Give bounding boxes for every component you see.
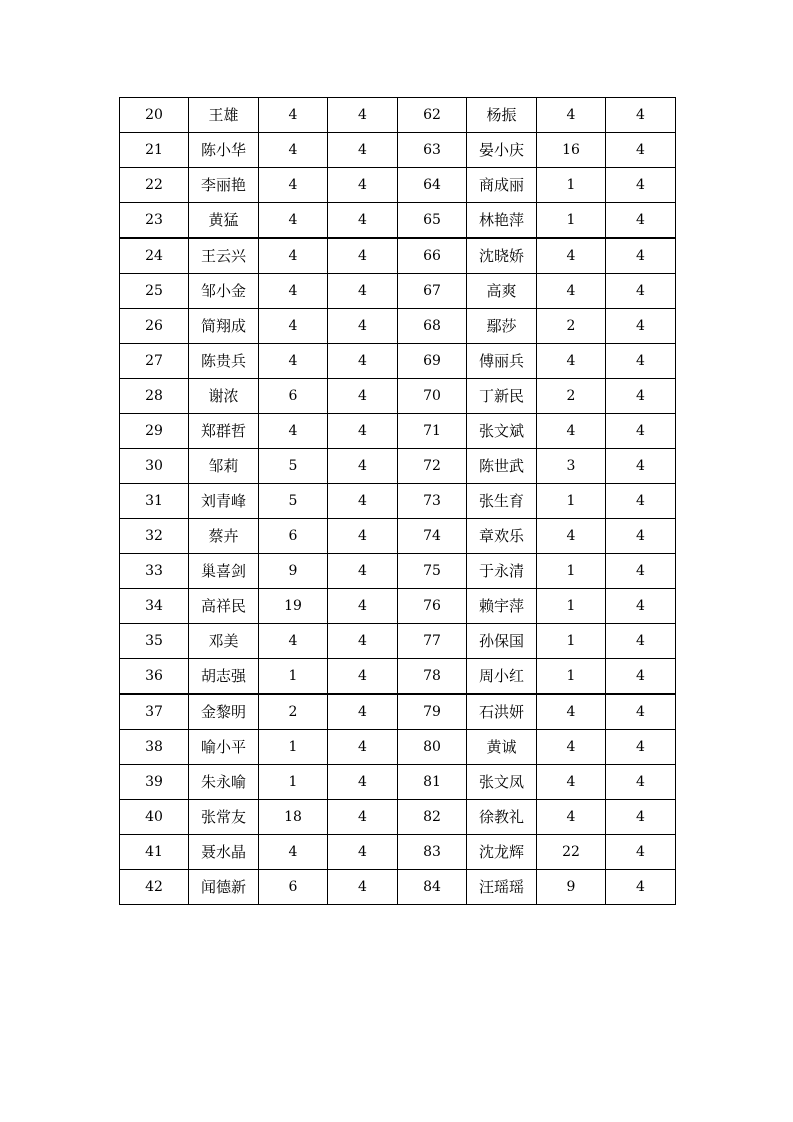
left-number-cell: 33 <box>120 554 189 589</box>
right-value-b-cell: 4 <box>606 449 676 484</box>
left-value-b-cell: 4 <box>328 203 398 239</box>
right-name-cell: 周小红 <box>467 659 537 695</box>
left-name-cell: 邓美 <box>189 624 259 659</box>
left-value-a-cell: 9 <box>259 554 328 589</box>
right-value-a-cell: 1 <box>537 203 606 239</box>
left-value-a-cell: 4 <box>259 238 328 274</box>
table-row <box>120 519 676 554</box>
left-name-cell: 蔡卉 <box>189 519 259 554</box>
left-name-cell: 简翔成 <box>189 309 259 344</box>
left-value-b-cell: 4 <box>328 379 398 414</box>
left-value-a-cell: 4 <box>259 624 328 659</box>
right-number-cell: 79 <box>398 694 467 730</box>
left-number-cell: 35 <box>120 624 189 659</box>
right-value-b-cell: 4 <box>606 765 676 800</box>
right-number-cell: 76 <box>398 589 467 624</box>
left-value-a-cell: 4 <box>259 203 328 239</box>
right-value-a-cell: 4 <box>537 98 606 133</box>
left-value-a-cell: 4 <box>259 133 328 168</box>
left-value-b-cell: 4 <box>328 835 398 870</box>
left-value-b-cell: 4 <box>328 168 398 203</box>
table-row <box>120 274 676 309</box>
left-name-cell: 胡志强 <box>189 659 259 695</box>
left-name-cell: 王雄 <box>189 98 259 133</box>
left-name-cell: 高祥民 <box>189 589 259 624</box>
left-name-cell: 陈小华 <box>189 133 259 168</box>
right-value-b-cell: 4 <box>606 344 676 379</box>
roster-table-body <box>120 98 676 905</box>
right-value-a-cell: 4 <box>537 274 606 309</box>
left-value-b-cell: 4 <box>328 765 398 800</box>
right-name-cell: 陈世武 <box>467 449 537 484</box>
table-row <box>120 449 676 484</box>
left-number-cell: 30 <box>120 449 189 484</box>
left-number-cell: 39 <box>120 765 189 800</box>
right-name-cell: 沈晓娇 <box>467 238 537 274</box>
right-name-cell: 沈龙辉 <box>467 835 537 870</box>
left-number-cell: 38 <box>120 730 189 765</box>
right-value-a-cell: 4 <box>537 800 606 835</box>
table-row <box>120 98 676 133</box>
left-name-cell: 巢喜剑 <box>189 554 259 589</box>
right-value-a-cell: 1 <box>537 484 606 519</box>
left-value-b-cell: 4 <box>328 659 398 695</box>
table-row <box>120 484 676 519</box>
right-value-b-cell: 4 <box>606 168 676 203</box>
right-name-cell: 晏小庆 <box>467 133 537 168</box>
left-name-cell: 黄猛 <box>189 203 259 239</box>
right-value-b-cell: 4 <box>606 414 676 449</box>
right-number-cell: 82 <box>398 800 467 835</box>
table-row <box>120 379 676 414</box>
left-value-b-cell: 4 <box>328 519 398 554</box>
left-name-cell: 金黎明 <box>189 694 259 730</box>
left-number-cell: 37 <box>120 694 189 730</box>
left-name-cell: 郑群哲 <box>189 414 259 449</box>
left-value-b-cell: 4 <box>328 274 398 309</box>
right-value-b-cell: 4 <box>606 800 676 835</box>
right-value-a-cell: 2 <box>537 309 606 344</box>
right-name-cell: 于永清 <box>467 554 537 589</box>
table-row <box>120 730 676 765</box>
right-value-a-cell: 1 <box>537 659 606 695</box>
right-value-b-cell: 4 <box>606 730 676 765</box>
roster-table <box>119 97 676 905</box>
right-number-cell: 70 <box>398 379 467 414</box>
table-row <box>120 694 676 730</box>
right-number-cell: 69 <box>398 344 467 379</box>
left-value-a-cell: 6 <box>259 519 328 554</box>
left-value-a-cell: 4 <box>259 168 328 203</box>
left-number-cell: 24 <box>120 238 189 274</box>
left-name-cell: 李丽艳 <box>189 168 259 203</box>
right-value-b-cell: 4 <box>606 238 676 274</box>
table-row <box>120 835 676 870</box>
table-row <box>120 624 676 659</box>
right-value-b-cell: 4 <box>606 624 676 659</box>
right-value-b-cell: 4 <box>606 133 676 168</box>
left-value-b-cell: 4 <box>328 589 398 624</box>
left-value-b-cell: 4 <box>328 484 398 519</box>
right-name-cell: 傅丽兵 <box>467 344 537 379</box>
right-number-cell: 65 <box>398 203 467 239</box>
left-number-cell: 28 <box>120 379 189 414</box>
left-name-cell: 喻小平 <box>189 730 259 765</box>
right-value-a-cell: 4 <box>537 765 606 800</box>
right-value-b-cell: 4 <box>606 484 676 519</box>
right-value-b-cell: 4 <box>606 519 676 554</box>
left-value-a-cell: 2 <box>259 694 328 730</box>
left-number-cell: 36 <box>120 659 189 695</box>
left-number-cell: 40 <box>120 800 189 835</box>
left-number-cell: 22 <box>120 168 189 203</box>
left-name-cell: 聂水晶 <box>189 835 259 870</box>
right-value-b-cell: 4 <box>606 554 676 589</box>
left-number-cell: 27 <box>120 344 189 379</box>
right-value-b-cell: 4 <box>606 835 676 870</box>
left-value-a-cell: 1 <box>259 765 328 800</box>
left-number-cell: 34 <box>120 589 189 624</box>
left-number-cell: 25 <box>120 274 189 309</box>
right-number-cell: 67 <box>398 274 467 309</box>
right-name-cell: 章欢乐 <box>467 519 537 554</box>
left-name-cell: 刘青峰 <box>189 484 259 519</box>
right-name-cell: 徐教礼 <box>467 800 537 835</box>
right-name-cell: 黄诚 <box>467 730 537 765</box>
right-name-cell: 林艳萍 <box>467 203 537 239</box>
left-value-a-cell: 5 <box>259 449 328 484</box>
right-number-cell: 75 <box>398 554 467 589</box>
left-value-b-cell: 4 <box>328 133 398 168</box>
right-value-a-cell: 16 <box>537 133 606 168</box>
left-value-a-cell: 4 <box>259 98 328 133</box>
right-number-cell: 84 <box>398 870 467 905</box>
left-name-cell: 谢浓 <box>189 379 259 414</box>
left-value-a-cell: 6 <box>259 870 328 905</box>
left-value-b-cell: 4 <box>328 870 398 905</box>
right-name-cell: 汪瑶瑶 <box>467 870 537 905</box>
right-name-cell: 鄢莎 <box>467 309 537 344</box>
right-number-cell: 71 <box>398 414 467 449</box>
table-row <box>120 168 676 203</box>
right-number-cell: 73 <box>398 484 467 519</box>
right-number-cell: 72 <box>398 449 467 484</box>
table-row <box>120 659 676 695</box>
right-name-cell: 商成丽 <box>467 168 537 203</box>
left-name-cell: 邹小金 <box>189 274 259 309</box>
table-row <box>120 133 676 168</box>
right-value-a-cell: 4 <box>537 730 606 765</box>
left-value-b-cell: 4 <box>328 554 398 589</box>
right-number-cell: 78 <box>398 659 467 695</box>
right-number-cell: 83 <box>398 835 467 870</box>
left-value-b-cell: 4 <box>328 414 398 449</box>
table-row <box>120 238 676 274</box>
right-value-a-cell: 2 <box>537 379 606 414</box>
left-number-cell: 26 <box>120 309 189 344</box>
left-value-b-cell: 4 <box>328 449 398 484</box>
right-value-b-cell: 4 <box>606 274 676 309</box>
table-row <box>120 414 676 449</box>
right-name-cell: 张文斌 <box>467 414 537 449</box>
right-number-cell: 74 <box>398 519 467 554</box>
left-value-a-cell: 5 <box>259 484 328 519</box>
left-name-cell: 闻德新 <box>189 870 259 905</box>
left-value-a-cell: 4 <box>259 344 328 379</box>
left-number-cell: 20 <box>120 98 189 133</box>
table-row <box>120 765 676 800</box>
left-number-cell: 32 <box>120 519 189 554</box>
right-number-cell: 81 <box>398 765 467 800</box>
left-value-a-cell: 4 <box>259 274 328 309</box>
right-number-cell: 68 <box>398 309 467 344</box>
right-number-cell: 64 <box>398 168 467 203</box>
right-value-a-cell: 1 <box>537 624 606 659</box>
right-name-cell: 孙保国 <box>467 624 537 659</box>
right-value-a-cell: 3 <box>537 449 606 484</box>
right-value-a-cell: 1 <box>537 589 606 624</box>
left-number-cell: 23 <box>120 203 189 239</box>
left-value-a-cell: 4 <box>259 835 328 870</box>
right-value-a-cell: 9 <box>537 870 606 905</box>
left-value-a-cell: 4 <box>259 309 328 344</box>
left-name-cell: 朱永喻 <box>189 765 259 800</box>
table-row <box>120 589 676 624</box>
right-value-a-cell: 1 <box>537 168 606 203</box>
right-value-b-cell: 4 <box>606 694 676 730</box>
right-value-b-cell: 4 <box>606 98 676 133</box>
right-value-a-cell: 4 <box>537 519 606 554</box>
right-name-cell: 张生育 <box>467 484 537 519</box>
left-value-b-cell: 4 <box>328 800 398 835</box>
right-number-cell: 63 <box>398 133 467 168</box>
left-value-b-cell: 4 <box>328 238 398 274</box>
right-name-cell: 赖宇萍 <box>467 589 537 624</box>
left-number-cell: 31 <box>120 484 189 519</box>
left-number-cell: 42 <box>120 870 189 905</box>
left-value-a-cell: 18 <box>259 800 328 835</box>
right-value-b-cell: 4 <box>606 203 676 239</box>
table-row <box>120 344 676 379</box>
left-value-a-cell: 6 <box>259 379 328 414</box>
table-row <box>120 800 676 835</box>
left-value-b-cell: 4 <box>328 694 398 730</box>
table-row <box>120 554 676 589</box>
right-value-a-cell: 4 <box>537 344 606 379</box>
left-value-b-cell: 4 <box>328 98 398 133</box>
left-value-b-cell: 4 <box>328 730 398 765</box>
left-number-cell: 29 <box>120 414 189 449</box>
left-name-cell: 陈贵兵 <box>189 344 259 379</box>
right-value-a-cell: 22 <box>537 835 606 870</box>
left-value-a-cell: 19 <box>259 589 328 624</box>
right-name-cell: 杨振 <box>467 98 537 133</box>
right-value-a-cell: 4 <box>537 238 606 274</box>
right-number-cell: 80 <box>398 730 467 765</box>
left-number-cell: 41 <box>120 835 189 870</box>
right-value-a-cell: 1 <box>537 554 606 589</box>
table-row <box>120 203 676 239</box>
right-name-cell: 高爽 <box>467 274 537 309</box>
right-value-b-cell: 4 <box>606 309 676 344</box>
right-number-cell: 66 <box>398 238 467 274</box>
left-value-b-cell: 4 <box>328 624 398 659</box>
left-number-cell: 21 <box>120 133 189 168</box>
left-value-a-cell: 1 <box>259 730 328 765</box>
right-value-a-cell: 4 <box>537 414 606 449</box>
right-value-b-cell: 4 <box>606 589 676 624</box>
left-value-b-cell: 4 <box>328 309 398 344</box>
left-name-cell: 张常友 <box>189 800 259 835</box>
right-number-cell: 62 <box>398 98 467 133</box>
left-value-b-cell: 4 <box>328 344 398 379</box>
right-value-b-cell: 4 <box>606 659 676 695</box>
left-name-cell: 邹莉 <box>189 449 259 484</box>
left-name-cell: 王云兴 <box>189 238 259 274</box>
table-row <box>120 309 676 344</box>
right-value-b-cell: 4 <box>606 379 676 414</box>
right-value-b-cell: 4 <box>606 870 676 905</box>
right-name-cell: 丁新民 <box>467 379 537 414</box>
right-number-cell: 77 <box>398 624 467 659</box>
table-row <box>120 870 676 905</box>
right-name-cell: 张文凤 <box>467 765 537 800</box>
right-value-a-cell: 4 <box>537 694 606 730</box>
left-value-a-cell: 1 <box>259 659 328 695</box>
right-name-cell: 石洪妍 <box>467 694 537 730</box>
left-value-a-cell: 4 <box>259 414 328 449</box>
